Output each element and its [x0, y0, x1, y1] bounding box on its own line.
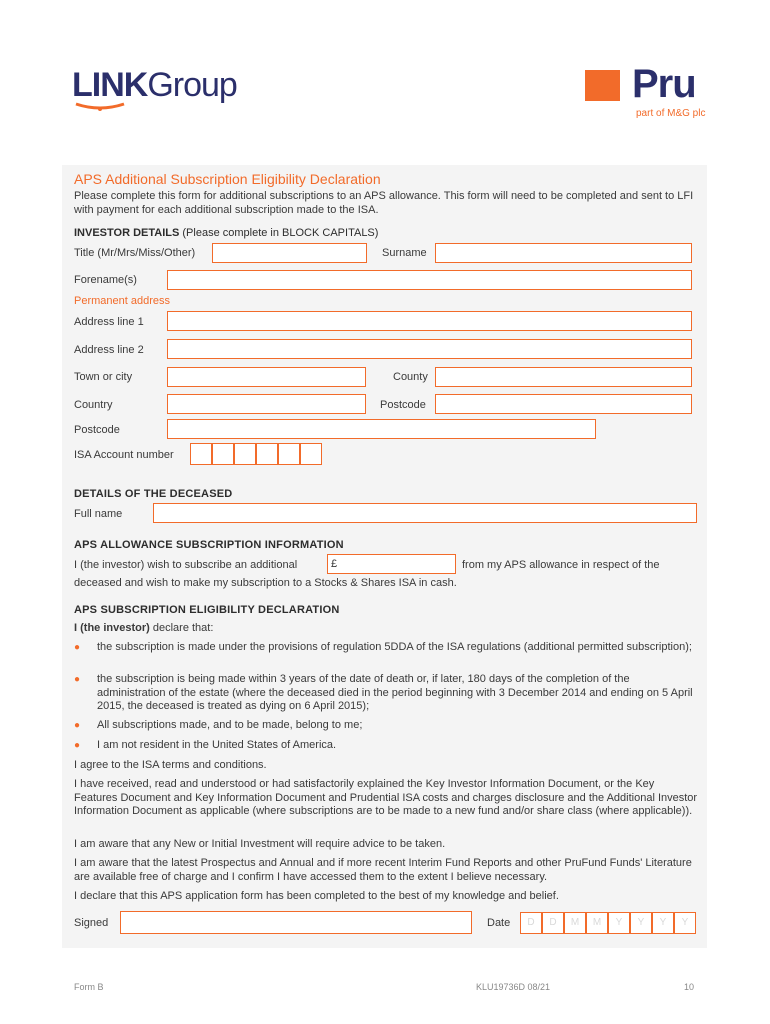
surname-label: Surname: [382, 247, 427, 259]
bullet-item: the subscription is being made within 3 years of the date of death or, if later, 180 days of the completion of the administration of the estate (where the deceased died in the period beginning with 3 December 2014 and ending on 5 April 2015, the deceased is treated as dying on 6 April 2015);: [97, 673, 693, 712]
country-input[interactable]: [167, 394, 366, 414]
footer-code: KLU19736D 08/21: [476, 982, 551, 992]
pound-sign: £: [331, 558, 338, 570]
isa-digit-box[interactable]: [212, 443, 234, 465]
date-label: Date: [487, 917, 511, 929]
advice-text: I am aware that any New or Initial Investment will require advice to be taken.: [74, 838, 446, 850]
bullet-item: All subscriptions made, and to be made, belong to me;: [97, 719, 363, 731]
isa-account-label: ISA Account number: [74, 449, 174, 461]
fullname-label: Full name: [74, 508, 123, 520]
pru-square-icon: [585, 70, 620, 101]
footer-page-number: 10: [684, 982, 695, 992]
bullet-dot-icon: ●: [74, 642, 81, 653]
bullet-item: the subscription is made under the provisions of regulation 5DDA of the ISA regulations (additional permitted subscription);: [97, 641, 692, 653]
isa-digit-box[interactable]: [190, 443, 212, 465]
postcode-input[interactable]: [435, 394, 692, 414]
address2-input[interactable]: [167, 339, 692, 359]
date-day-box[interactable]: D: [542, 912, 564, 934]
footer-form-id: Form B: [74, 982, 104, 992]
agree-terms-text: I agree to the ISA terms and conditions.: [74, 759, 267, 771]
link-logo-swoosh-icon: [74, 100, 126, 112]
form-intro: Please complete this form for additional subscriptions to an APS allowance. This form will need to be completed and sent to LFI with payment for each additional subscription made to the ISA.: [74, 190, 694, 216]
isa-digit-box[interactable]: [234, 443, 256, 465]
bullet-dot-icon: ●: [74, 674, 81, 685]
date-year-box[interactable]: Y: [630, 912, 652, 934]
date-day-box[interactable]: D: [520, 912, 542, 934]
postcode2-input[interactable]: [167, 419, 596, 439]
date-year-box[interactable]: Y: [608, 912, 630, 934]
received-docs-text: I have received, read and understood or had satisfactorily explained the Key Investor Information Document, or the Key Features Document and Key Information Document and Prudential ISA costs and charges disclosure and the Additional Investor Information Document as applicable (where subscriptions are to be made to a new fund and/or share class (where applicable)).: [74, 778, 698, 817]
investor-heading: [74, 227, 378, 239]
investor-heading-text: INVESTOR DETAILS: [74, 227, 180, 239]
deceased-heading: DETAILS OF THE DECEASED: [74, 488, 233, 500]
link-logo-bold: LINK: [72, 66, 148, 104]
forenames-input[interactable]: [167, 270, 692, 290]
declaration-intro: [74, 622, 213, 634]
county-label: County: [393, 371, 428, 383]
date-year-box[interactable]: Y: [674, 912, 696, 934]
signature-input[interactable]: [120, 911, 472, 934]
address1-label: Address line 1: [74, 316, 144, 328]
town-label: Town or city: [74, 371, 133, 383]
isa-digit-box[interactable]: [278, 443, 300, 465]
isa-digit-box[interactable]: [300, 443, 322, 465]
bullet-dot-icon: ●: [74, 720, 81, 731]
surname-input[interactable]: [435, 243, 692, 263]
pru-subtitle: part of M&G plc: [636, 108, 706, 119]
link-logo-light: Group: [147, 66, 237, 104]
form-title: APS Additional Subscription Eligibility Declaration: [74, 171, 381, 187]
aps-heading: APS ALLOWANCE SUBSCRIPTION INFORMATION: [74, 539, 344, 551]
prospectus-text: I am aware that the latest Prospectus and Annual and if more recent Interim Fund Reports and other PruFund Funds' Literature are available free of charge and I confirm I have accessed them to the extent I believe necessary.: [74, 857, 692, 883]
postcode-label: Postcode: [380, 399, 426, 411]
date-month-box[interactable]: M: [564, 912, 586, 934]
declaration-heading: APS SUBSCRIPTION ELIGIBILITY DECLARATION: [74, 604, 340, 616]
county-input[interactable]: [435, 367, 692, 387]
declaration-intro-bold: I (the investor): [74, 622, 150, 634]
aps-text2: from my APS allowance in respect of the: [462, 559, 660, 571]
declare-text: I declare that this APS application form has been completed to the best of my knowledge and belief.: [74, 890, 559, 902]
forenames-label: Forename(s): [74, 274, 137, 286]
aps-amount-input[interactable]: [327, 554, 456, 574]
town-input[interactable]: [167, 367, 366, 387]
address1-input[interactable]: [167, 311, 692, 331]
isa-digit-box[interactable]: [256, 443, 278, 465]
title-input[interactable]: [212, 243, 367, 263]
signed-label: Signed: [74, 917, 109, 929]
pru-logo: Pru: [632, 62, 696, 106]
bullet-dot-icon: ●: [74, 740, 81, 751]
date-year-box[interactable]: Y: [652, 912, 674, 934]
aps-text1: I (the investor) wish to subscribe an additional: [74, 559, 298, 571]
aps-text3: deceased and wish to make my subscription to a Stocks & Shares ISA in cash.: [74, 577, 457, 589]
declaration-intro-rest: declare that:: [149, 622, 214, 634]
permanent-address-label: Permanent address: [74, 295, 170, 307]
fullname-input[interactable]: [153, 503, 697, 523]
bullet-item: I am not resident in the United States of America.: [97, 739, 337, 751]
country-label: Country: [74, 399, 113, 411]
investor-heading-note: (Please complete in BLOCK CAPITALS): [182, 227, 379, 239]
postcode2-label: Postcode: [74, 424, 120, 436]
date-month-box[interactable]: M: [586, 912, 608, 934]
address2-label: Address line 2: [74, 344, 144, 356]
title-label: Title (Mr/Mrs/Miss/Other): [74, 247, 196, 259]
